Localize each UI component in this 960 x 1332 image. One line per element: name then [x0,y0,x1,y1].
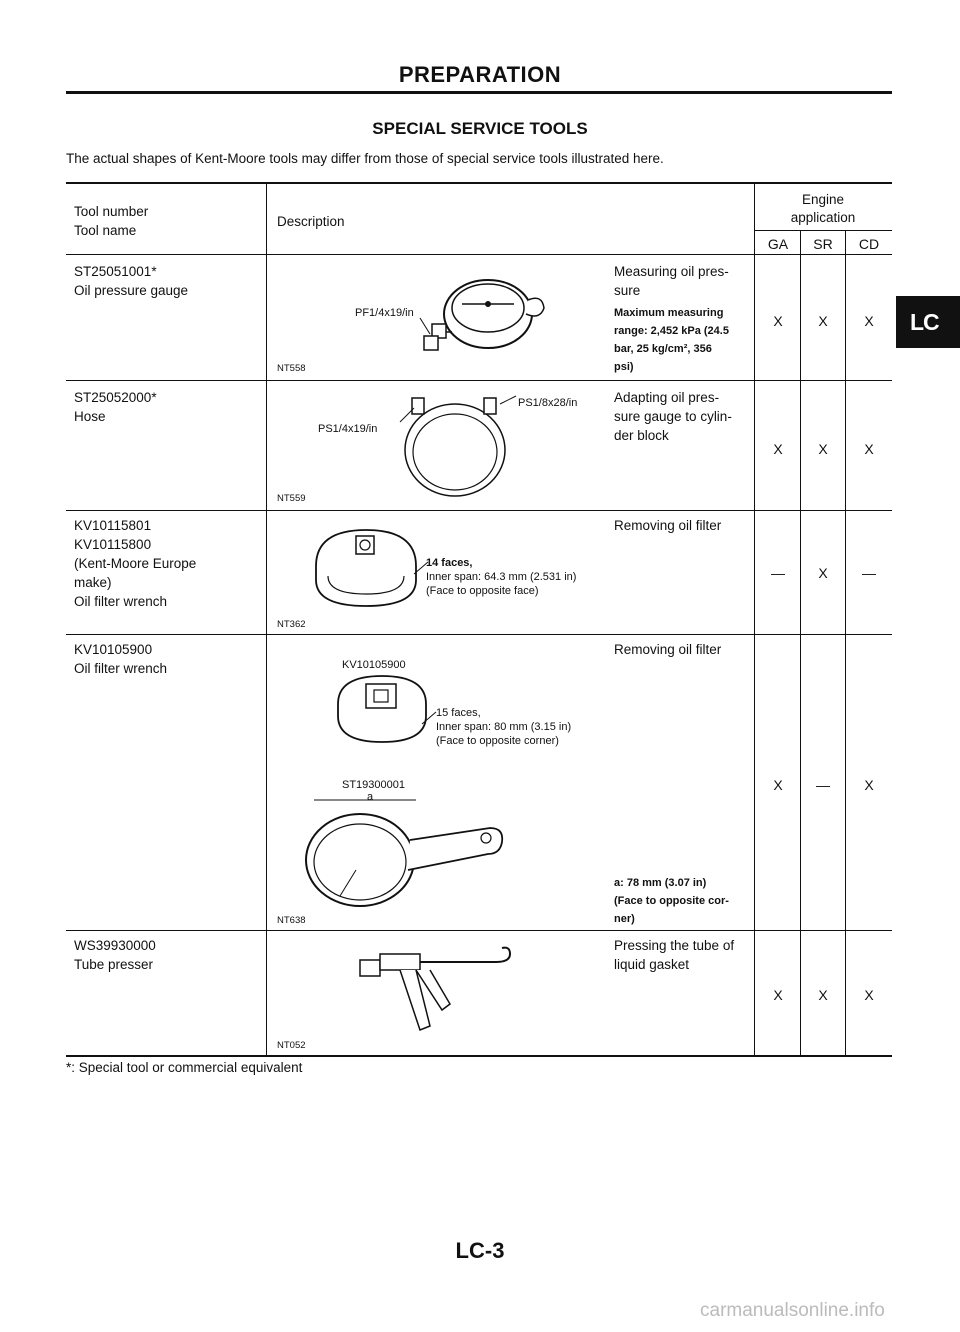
callout-label: 14 faces, [426,557,473,569]
section-tab-label: LC [910,308,939,335]
tool-number: ST25052000* [74,390,157,405]
app-cd: — [862,565,876,581]
section-title: PREPARATION [398,62,562,87]
description: der block [614,428,669,443]
page-number: LC-3 [455,1238,505,1263]
spec-text: bar, 25 kg/cm², 356 [614,343,712,355]
spec-text: range: 2,452 kPa (24.5 [614,325,729,337]
row-divider [66,634,892,635]
row-divider [66,930,892,931]
oil-pressure-gauge-illustration [410,278,550,362]
callout-label: Inner span: 80 mm (3.15 in) [436,721,572,733]
row-divider [66,510,892,511]
spec-text: a: 78 mm (3.07 in) [614,877,707,889]
figure-id: NT559 [277,493,306,504]
spec-text: psi) [614,361,634,373]
tool-number: ST25051001* [74,264,157,279]
app-cd: X [864,441,874,457]
header-tool-name: Tool name [74,223,137,238]
description: Measuring oil pres- [614,264,729,279]
header-engine: Engine [801,192,845,207]
callout-label: PS1/4x19/in [318,423,378,435]
callout-label: ST19300001 [342,779,405,791]
callout-label: 15 faces, [436,707,481,719]
oil-filter-wrench-illustration [306,526,430,612]
table-header-rule [66,254,892,255]
spec-text: ner) [614,913,635,925]
app-ga: X [773,987,783,1003]
app-ga: X [773,777,783,793]
app-sr: X [818,441,828,457]
watermark: carmanualsonline.info [700,1300,885,1321]
col-divider-description [266,184,267,1056]
figure-id: NT558 [277,363,306,374]
tool-name: Tube presser [74,957,154,972]
app-sr: — [816,777,830,793]
tool-name: Hose [74,409,106,424]
description: sure [614,283,641,298]
strap-wrench-illustration [300,796,510,916]
header-tool-number: Tool number [74,204,149,219]
intro-text: The actual shapes of Kent-Moore tools may differ from those of special service tools illustrated here. [66,151,664,166]
title-rule [66,91,892,94]
table-bottom-rule [66,1055,892,1057]
description: Pressing the tube of [614,938,735,953]
tool-name: Oil pressure gauge [74,283,189,298]
callout-label: a [367,791,374,803]
app-sr: X [818,987,828,1003]
table-top-rule [66,182,892,184]
app-ga: — [771,565,785,581]
spec-text: (Face to opposite cor- [614,895,729,907]
section-tab-lc [896,296,960,348]
tool-name: Oil filter wrench [74,661,168,676]
description: sure gauge to cylin- [614,409,732,424]
description: Removing oil filter [614,518,722,533]
hose-illustration [380,388,530,500]
tool-number: KV10115801 [74,518,152,533]
callout-label: PS1/8x28/in [518,397,578,409]
page-subtitle: SPECIAL SERVICE TOOLS [372,119,588,138]
figure-id: NT362 [277,619,306,630]
figure-id: NT052 [277,1040,306,1051]
oil-filter-cup-illustration [330,672,440,752]
tool-number: (Kent-Moore Europe [74,556,197,571]
description: Adapting oil pres- [614,390,720,405]
header-description: Description [277,214,345,229]
col-divider-sr-cd [845,230,846,1056]
app-cd: X [864,313,874,329]
description: liquid gasket [614,957,690,972]
tool-number: WS39930000 [74,938,156,953]
tool-number: KV10105900 [74,642,153,657]
callout-label: PF1/4x19/in [355,307,414,319]
header-application: application [790,210,856,225]
col-divider-ga-sr [800,230,801,1056]
figure-id: NT638 [277,915,306,926]
tool-number: make) [74,575,112,590]
app-cd: X [864,987,874,1003]
description: Removing oil filter [614,642,722,657]
tool-name: Oil filter wrench [74,594,168,609]
row-divider [66,380,892,381]
callout-label: (Face to opposite face) [426,585,539,597]
callout-label: (Face to opposite corner) [436,735,559,747]
app-ga: X [773,441,783,457]
header-engine-ga: GA [767,236,789,252]
callout-label: KV10105900 [342,659,406,671]
footnote: *: Special tool or commercial equivalent [66,1060,303,1075]
tube-presser-illustration [356,944,516,1036]
app-sr: X [818,313,828,329]
spec-text: Maximum measuring [614,307,724,319]
header-engine-cd: CD [858,236,880,252]
app-cd: X [864,777,874,793]
header-engine-sr: SR [813,236,833,252]
app-ga: X [773,313,783,329]
engine-subheader-rule [754,230,892,231]
callout-label: Inner span: 64.3 mm (2.531 in) [426,571,577,583]
tool-number: KV10115800 [74,537,152,552]
app-sr: X [818,565,828,581]
